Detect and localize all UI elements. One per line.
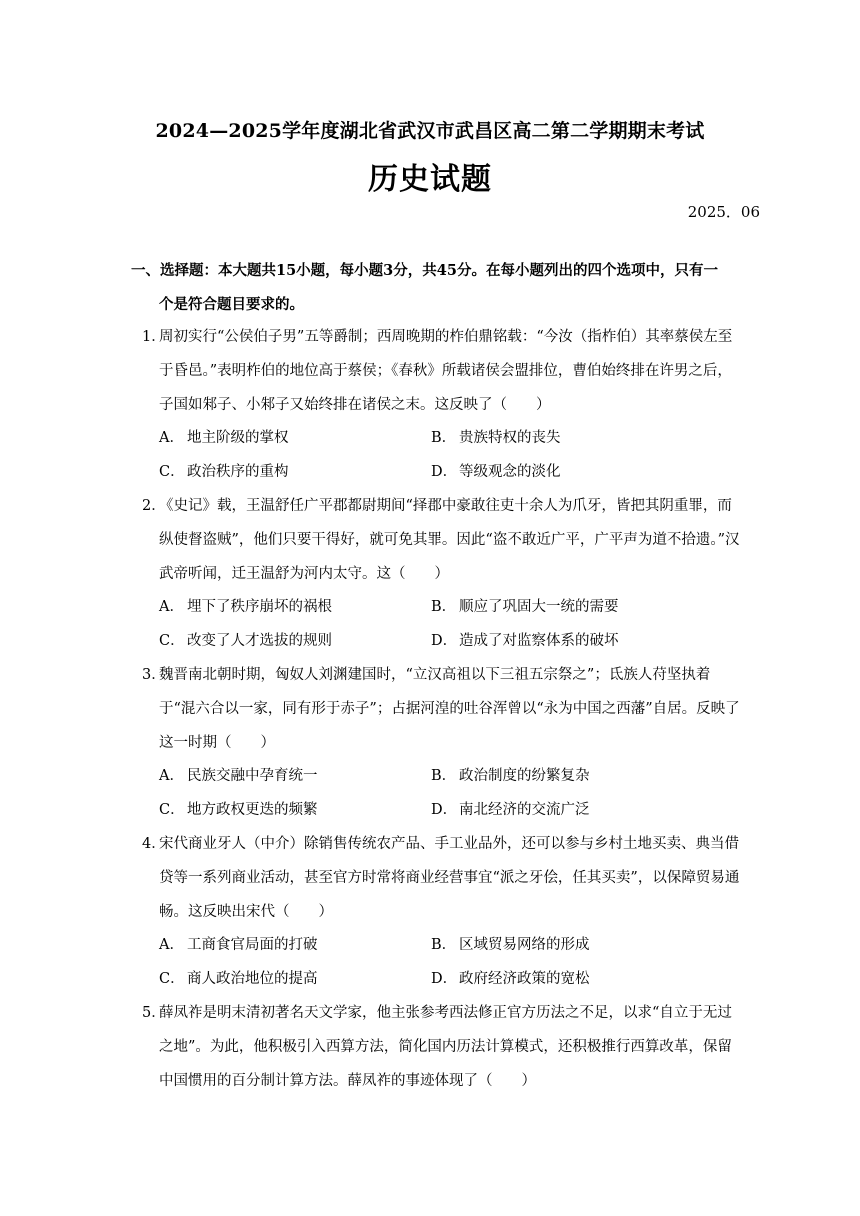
exam-date: 2025．06 bbox=[687, 203, 760, 221]
option-letter: A． bbox=[159, 599, 184, 616]
question-text: 魏晋南北朝时期，匈奴人刘渊建国时，“立汉高祖以下三祖五宗祭之”；氐族人苻坚执着于“混六合以一家，同有形于赤子”；占据河湟的吐谷浑曾以“永为中国之西藩”自居。反映了这一时期（ ） bbox=[159, 667, 740, 751]
option-text: 商人政治地位的提高 bbox=[187, 971, 318, 988]
options bbox=[131, 760, 741, 828]
option-letter: B． bbox=[431, 937, 457, 954]
question-text: 薛凤祚是明末清初著名天文学家，他主张参考西法修正官方历法之不足，以求“自立于无过之地”。为此，他积极引入西算方法，简化国内历法计算模式，还积极推行西算改革，保留中国惯用的百分制计算方法。薛凤祚的事迹体现了（ ） bbox=[159, 1005, 732, 1089]
question-text: 《史记》载，王温舒任广平郡都尉期间“择郡中豪敢往吏十余人为爪牙，皆把其阴重罪，而纵使督盗贼”，他们只要干得好，就可免其罪。因此“盗不敢近广平，广平声为道不拾遗。”汉武帝听闻，迁王温舒为河内太守。这（ ） bbox=[159, 498, 740, 582]
question-3 bbox=[131, 659, 741, 828]
option-letter: A． bbox=[159, 430, 184, 447]
option-b bbox=[431, 760, 731, 794]
option-d bbox=[431, 625, 731, 659]
question-4 bbox=[131, 828, 741, 997]
option-text: 民族交融中孕育统一 bbox=[187, 768, 318, 785]
option-letter: C． bbox=[159, 971, 185, 988]
options bbox=[131, 929, 741, 997]
options bbox=[131, 422, 741, 490]
option-letter: B． bbox=[431, 768, 457, 785]
option-letter: C． bbox=[159, 633, 185, 650]
option-letter: C． bbox=[159, 802, 185, 819]
question-1 bbox=[131, 321, 741, 490]
option-a bbox=[159, 422, 431, 456]
option-text: 顺应了巩固大一统的需要 bbox=[459, 599, 619, 616]
option-text: 改变了人才选拔的规则 bbox=[187, 633, 332, 650]
option-letter: D． bbox=[431, 971, 458, 988]
option-text: 政治制度的纷繁复杂 bbox=[459, 768, 590, 785]
option-a bbox=[159, 929, 431, 963]
option-letter: C． bbox=[159, 464, 185, 481]
option-text: 工商食官局面的打破 bbox=[187, 937, 318, 954]
option-text: 政治秩序的重构 bbox=[187, 464, 289, 481]
option-c bbox=[159, 794, 431, 828]
option-text: 造成了对监察体系的破坏 bbox=[459, 633, 619, 650]
option-letter: D． bbox=[431, 802, 458, 819]
question-number: 4． bbox=[142, 836, 166, 852]
question-text: 宋代商业牙人（中介）除销售传统农产品、手工业品外，还可以参与乡村土地买卖、典当借贷等一系列商业活动，甚至官方时常将商业经营事宜“派之牙侩，任其买卖”，以保障贸易通畅。这反映出宋代（ ） bbox=[159, 836, 740, 920]
section-heading-line2: 个是符合题目要求的。 bbox=[159, 295, 304, 313]
options bbox=[131, 591, 741, 659]
option-d bbox=[431, 456, 731, 490]
option-text: 埋下了秩序崩坏的祸根 bbox=[187, 599, 332, 616]
option-letter: D． bbox=[431, 464, 458, 481]
question-2 bbox=[131, 490, 741, 659]
question-stem bbox=[131, 828, 741, 929]
exam-title: 2024—2025学年度湖北省武汉市武昌区高二第二学期期末考试 bbox=[155, 120, 705, 142]
option-text: 贵族特权的丧失 bbox=[459, 430, 561, 447]
option-c bbox=[159, 456, 431, 490]
question-number: 1． bbox=[142, 329, 166, 345]
option-b bbox=[431, 591, 731, 625]
question-text: 周初实行“公侯伯子男”五等爵制；西周晚期的柞伯鼎铭载：“今汝（指柞伯）其率蔡侯左至于昏邑。”表明柞伯的地位高于蔡侯；《春秋》所载诸侯会盟排位，曹伯始终排在许男之后，子国如邾子、小邾子又始终排在诸侯之末。这反映了（ ） bbox=[159, 329, 733, 413]
option-d bbox=[431, 963, 731, 997]
option-letter: D． bbox=[431, 633, 458, 650]
question-stem bbox=[131, 490, 741, 591]
option-a bbox=[159, 591, 431, 625]
section-heading bbox=[131, 254, 741, 322]
option-letter: A． bbox=[159, 937, 184, 954]
option-b bbox=[431, 422, 731, 456]
option-text: 区域贸易网络的形成 bbox=[459, 937, 590, 954]
question-number: 5． bbox=[142, 1005, 166, 1021]
option-d bbox=[431, 794, 731, 828]
question-5 bbox=[131, 997, 741, 1098]
option-c bbox=[159, 963, 431, 997]
question-stem bbox=[131, 321, 741, 422]
option-c bbox=[159, 625, 431, 659]
option-b bbox=[431, 929, 731, 963]
question-stem bbox=[131, 659, 741, 760]
subject-title: 历史试题 bbox=[368, 162, 492, 197]
option-letter: B． bbox=[431, 599, 457, 616]
option-a bbox=[159, 760, 431, 794]
option-letter: A． bbox=[159, 768, 184, 785]
option-text: 等级观念的淡化 bbox=[459, 464, 561, 481]
option-text: 南北经济的交流广泛 bbox=[459, 802, 590, 819]
option-text: 政府经济政策的宽松 bbox=[459, 971, 590, 988]
option-letter: B． bbox=[431, 430, 457, 447]
question-number: 3． bbox=[142, 667, 166, 683]
question-stem bbox=[131, 997, 741, 1098]
option-text: 地主阶级的掌权 bbox=[187, 430, 289, 447]
option-text: 地方政权更迭的频繁 bbox=[187, 802, 318, 819]
section-heading-line1: 一、选择题：本大题共15小题，每小题3分，共45分。在每小题列出的四个选项中，只有一 bbox=[131, 262, 718, 279]
question-number: 2． bbox=[142, 498, 166, 514]
